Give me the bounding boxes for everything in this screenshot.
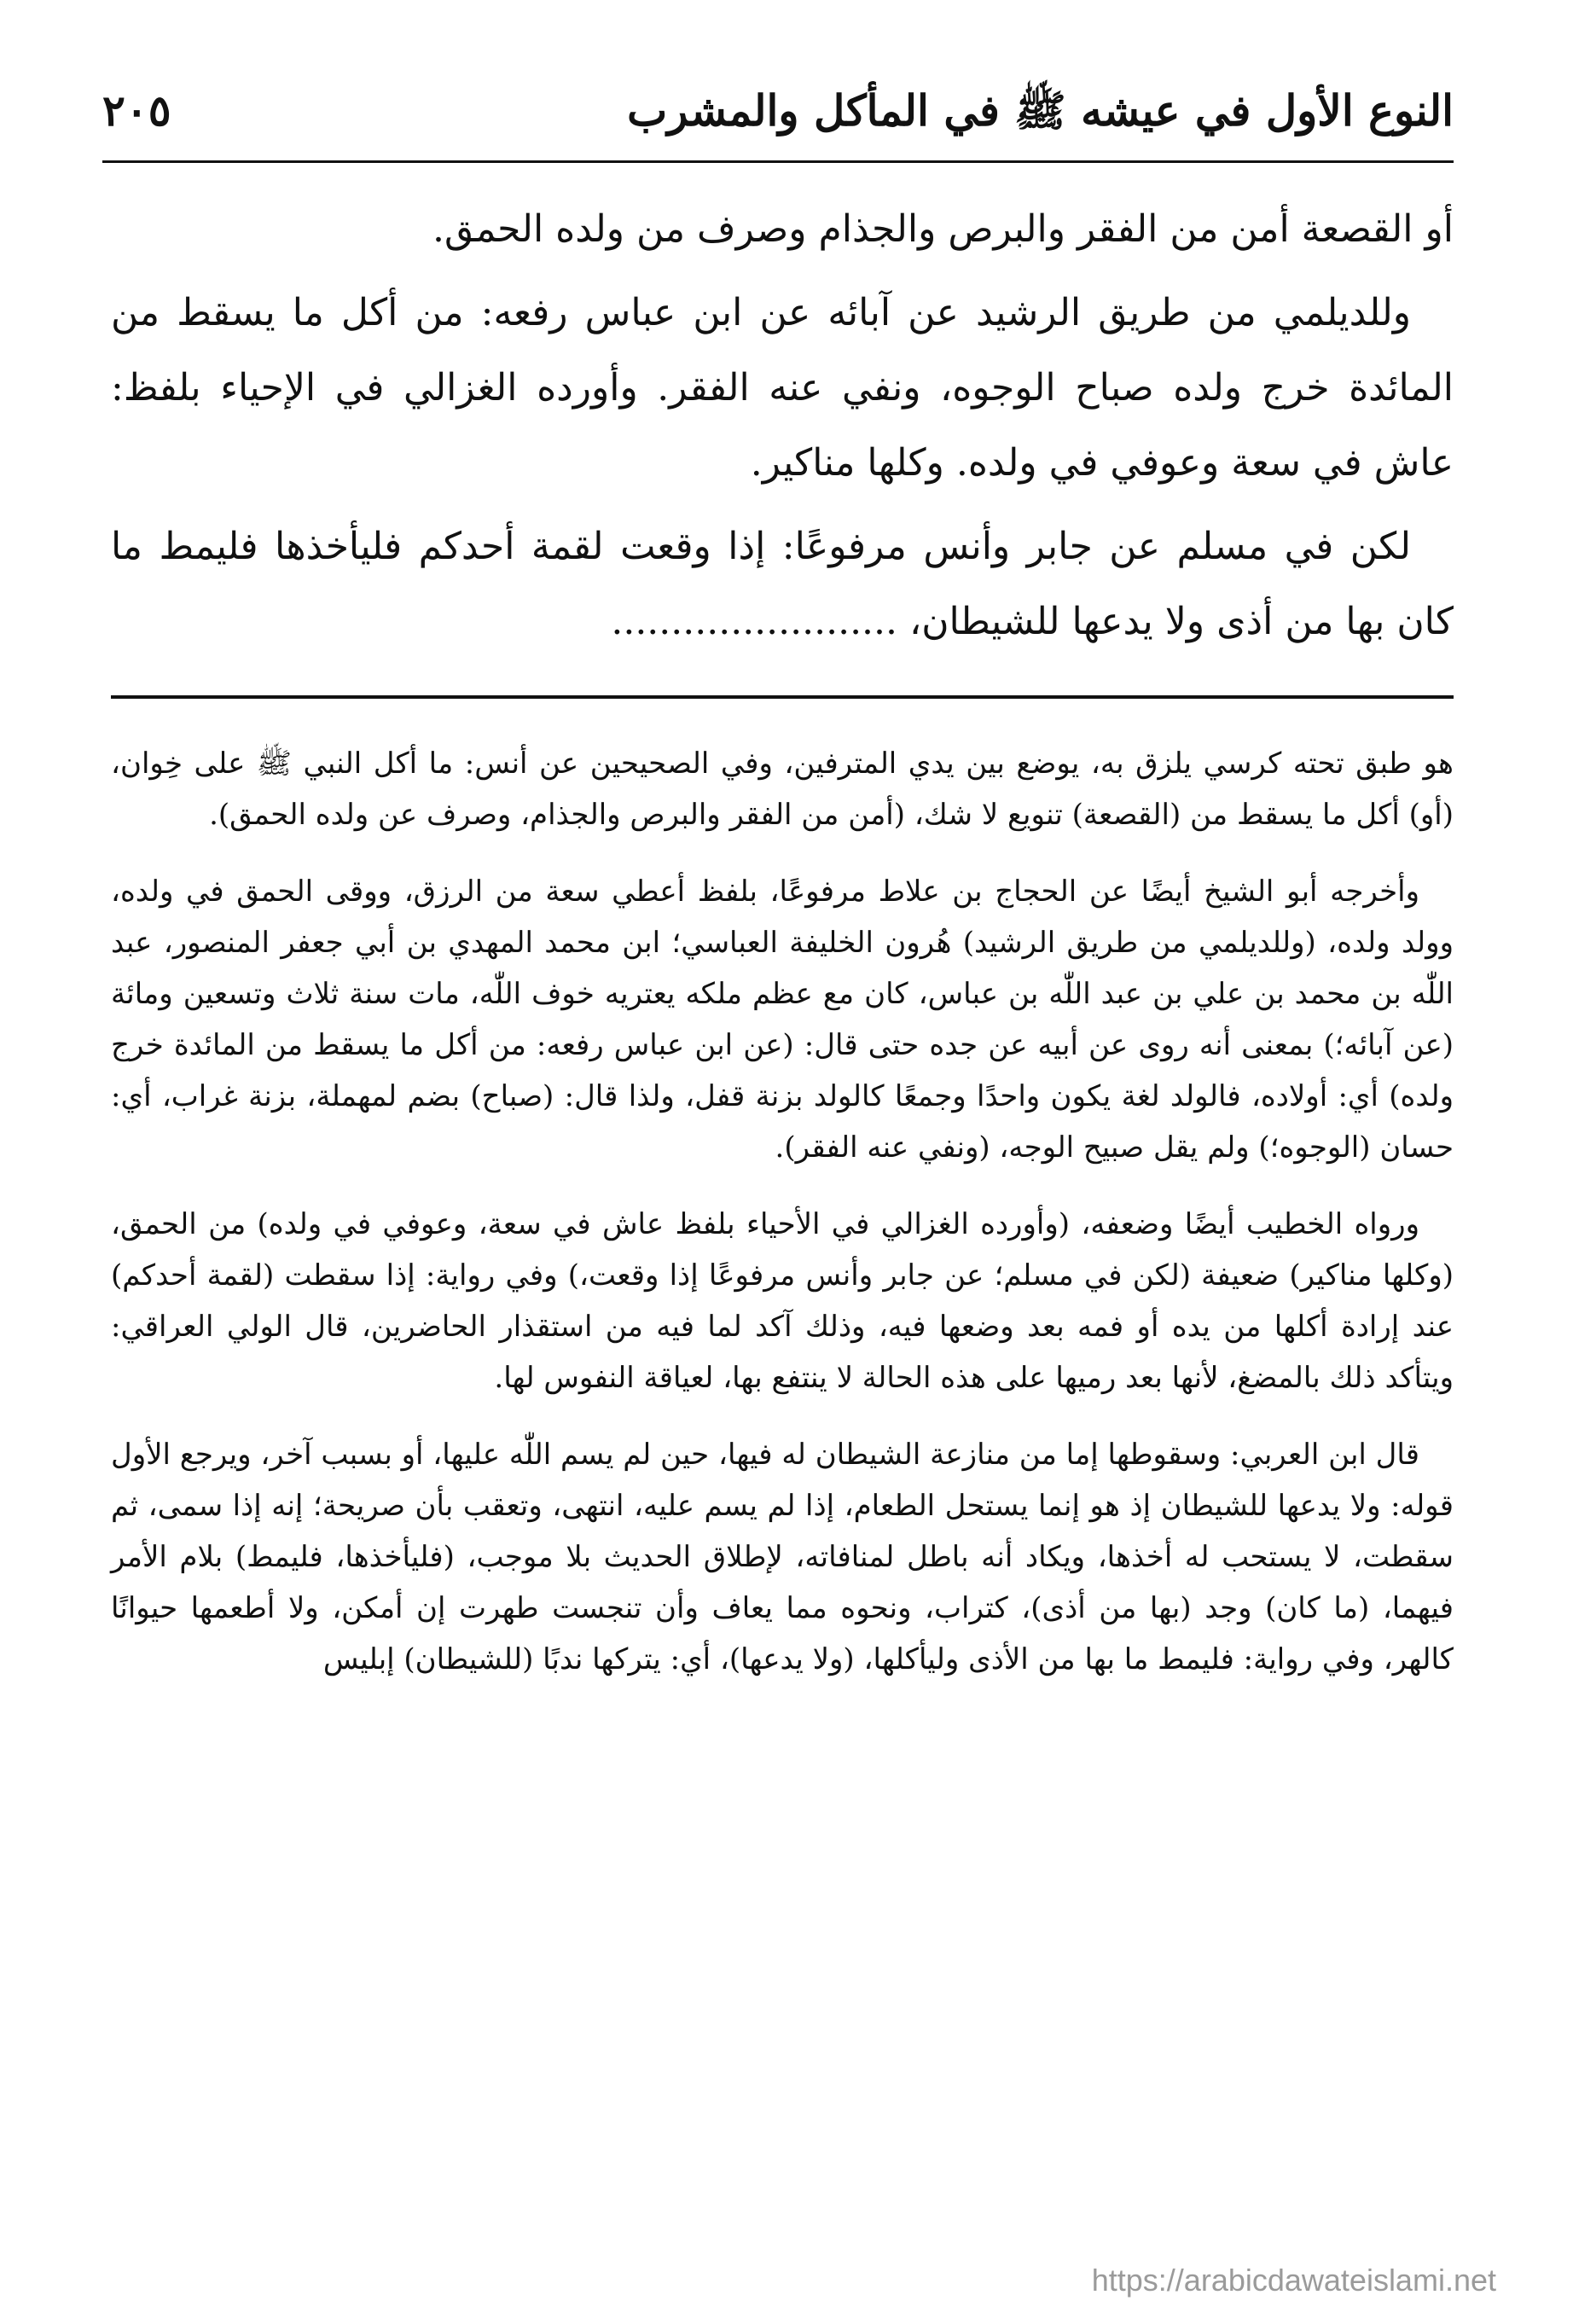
- commentary-divider: [111, 695, 1454, 699]
- commentary-paragraph: ورواه الخطيب أيضًا وضعفه، (وأورده الغزالي في الأحياء بلفظ عاش في سعة، وعوفي في ولده) من الحمق، (وكلها مناكير) ضعيفة (لكن في مسلم؛ عن جابر وأنس مرفوعًا إذا وقعت،) وفي رواية: إذا سقطت (لقمة أحدكم) عند إرادة أكلها من يده أو فمه بعد وضعها فيه، وذلك آكد لما فيه من استقذار الحاضرين، قال الولي العراقي: ويتأكد ذلك بالمضغ، لأنها بعد رميها على هذه الحالة لا ينتفع بها، لعياقة النفوس لها.: [111, 1207, 1454, 1395]
- commentary-text: [111, 738, 1454, 1711]
- main-paragraph: أو القصعة أمن من الفقر والبرص والجذام وصرف من ولده الحمق.: [432, 207, 1454, 251]
- main-paragraph: [111, 509, 1454, 659]
- ellipsis-dots: ........................: [611, 600, 898, 643]
- main-text: [111, 192, 1454, 668]
- main-paragraph-text: لكن في مسلم عن جابر وأنس مرفوعًا: إذا وقعت لقمة أحدكم فليأخذها فليمط ما كان بها من أذى ولا يدعها للشيطان،: [111, 525, 1454, 643]
- commentary-paragraph: هو طبق تحته كرسي يلزق به، يوضع بين يدي المترفين، وفي الصحيحين عن أنس: ما أكل النبي ﷺ على خِوان، (أو) أكل ما يسقط من (القصعة) تنويع لا شك، (أمن من الفقر والبرص والجذام، وصرف عن ولده الحمق).: [111, 747, 1454, 832]
- commentary-paragraph: وأخرجه أبو الشيخ أيضًا عن الحجاج بن علاط مرفوعًا، بلفظ أعطي سعة من الرزق، ووقى الحمق في ولده، وولد ولده، (وللديلمي من طريق الرشيد) هُرون الخليفة العباسي؛ ابن محمد المهدي بن أبي جعفر المنصور، عبد اللّٰه بن محمد بن علي بن عبد اللّٰه بن عباس، كان مع عظم ملكه يعتريه خوف اللّٰه، مات سنة ثلاث وتسعين ومائة (عن آبائه؛) بمعنى أنه روى عن أبيه عن جده حتى قال: (عن ابن عباس رفعه: من أكل ما يسقط من المائدة خرج ولده) أي: أولاده، فالولد لغة يكون واحدًا وجمعًا كالولد بزنة قفل، ولذا قال: (صباح) بضم لمهملة، بزنة غراب، أي: حسان (الوجوه؛) ولم يقل صبيح الوجه، (ونفي عنه الفقر).: [111, 874, 1454, 1165]
- page-number: ٢٠٥: [102, 85, 171, 136]
- header-divider: [102, 160, 1454, 163]
- watermark-url: https://arabicdawateislami.net: [1091, 2263, 1496, 2298]
- commentary-paragraph: قال ابن العربي: وسقوطها إما من منازعة الشيطان له فيها، حين لم يسم اللّٰه عليها، أو بسبب آخر، ويرجع الأول قوله: ولا يدعها للشيطان إذ هو إنما يستحل الطعام، إذا لم يسم عليه، انتهى، وتعقب بأن صريحة؛ إنه إذا سمى، ثم سقطت، لا يستحب له أخذها، ويكاد أنه باطل لمنافاته، لإطلاق الحديث بلا موجب، (فليأخذها، فليمط) بلام الأمر فيهما، (ما كان) وجد (بها من أذى)، كتراب، ونحوه مما يعاف وأن تنجست طهرت إن أمكن، ولا أطعمها حيوانًا كالهر، وفي رواية: فليمط ما بها من الأذى وليأكلها، (ولا يدعها)، أي: يتركها ندبًا (للشيطان) إبليس: [111, 1438, 1454, 1676]
- page-header: [102, 85, 1454, 154]
- main-paragraph: وللديلمي من طريق الرشيد عن آبائه عن ابن عباس رفعه: من أكل ما يسقط من المائدة خرج ولده صباح الوجوه، ونفي عنه الفقر. وأورده الغزالي في الإحياء بلفظ: عاش في سعة وعوفي في ولده. وكلها مناكير.: [111, 291, 1454, 485]
- running-header-title: النوع الأول في عيشه ﷺ في المأكل والمشرب: [627, 85, 1454, 136]
